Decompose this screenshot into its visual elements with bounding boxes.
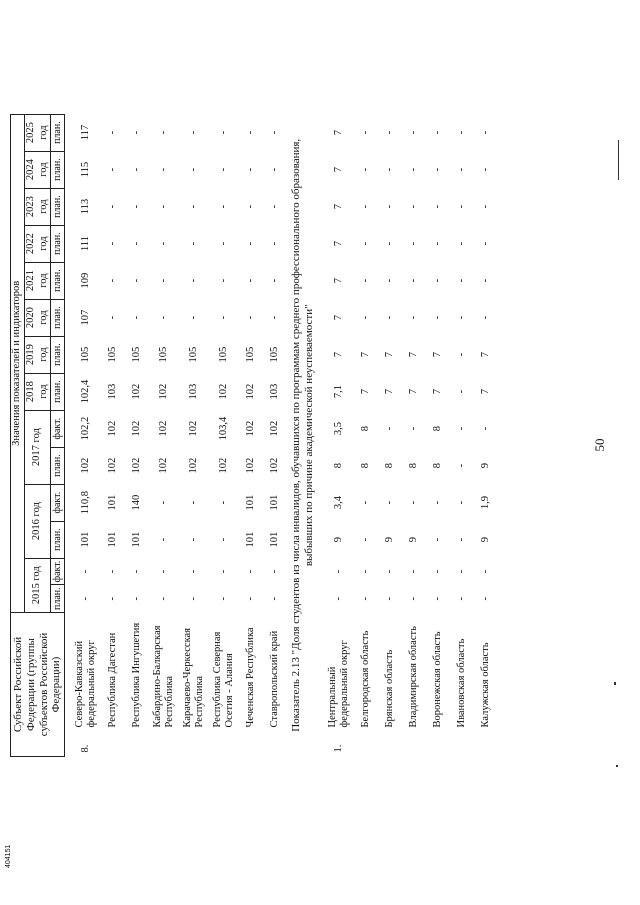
value-cell: - xyxy=(456,278,468,283)
year-header: 2025 год xyxy=(25,114,51,151)
value-cell: - xyxy=(244,204,256,209)
value-cell: - xyxy=(360,569,372,574)
subject-name: Кабардино-Балкарская Республика xyxy=(151,625,175,728)
value-cell: - xyxy=(480,278,492,283)
row-number xyxy=(101,731,125,757)
value-cell: - xyxy=(244,596,256,601)
value-cell: - xyxy=(456,569,468,574)
table-header xyxy=(11,114,65,756)
value-cell: - xyxy=(130,204,142,209)
fact-header: факт. xyxy=(51,484,65,521)
row-number xyxy=(149,731,179,757)
value-cell: - xyxy=(456,463,468,468)
value-cell: - xyxy=(106,167,118,172)
value-cell: - xyxy=(432,241,444,246)
value-cell: - xyxy=(187,241,199,246)
value-cell: 109 xyxy=(79,272,91,289)
plan-header: план. xyxy=(51,521,65,558)
subject-name: Владимирская область xyxy=(408,626,420,728)
value-cell: 7 xyxy=(360,388,372,395)
value-cell: - xyxy=(480,315,492,320)
value-cell: - xyxy=(432,315,444,320)
table-row xyxy=(125,114,149,756)
year-header: 2017 год xyxy=(25,410,51,484)
subject-name: Воронежская область xyxy=(432,631,444,728)
value-cell: - xyxy=(217,241,229,246)
table-row xyxy=(101,114,125,756)
value-cell: 102 xyxy=(130,383,142,400)
value-cell: 105 xyxy=(268,346,280,363)
table-row xyxy=(402,114,426,756)
year-header: 2020 год xyxy=(25,299,51,336)
table-row xyxy=(149,114,179,756)
year-header: 2023 год xyxy=(25,188,51,225)
value-cell: - xyxy=(360,537,372,542)
value-cell: - xyxy=(187,315,199,320)
value-cell: - xyxy=(187,569,199,574)
value-cell: - xyxy=(384,596,396,601)
value-cell: - xyxy=(130,596,142,601)
fact-header: факт. xyxy=(51,410,65,447)
value-cell: - xyxy=(106,241,118,246)
value-cell: 102 xyxy=(187,457,199,474)
value-cell: 101 xyxy=(106,531,118,548)
subject-name: Северо-Кавказский федеральный округ xyxy=(73,640,97,728)
value-cell: - xyxy=(408,241,420,246)
subject-name: Центральный федеральный округ xyxy=(327,640,351,728)
value-cell: 101 xyxy=(106,494,118,511)
value-cell: - xyxy=(408,596,420,601)
value-cell: 102 xyxy=(244,383,256,400)
value-cell: - xyxy=(217,130,229,135)
value-cell: 3,5 xyxy=(333,422,345,436)
plan-header: план. xyxy=(51,585,65,613)
value-cell: - xyxy=(456,204,468,209)
value-cell: - xyxy=(456,241,468,246)
value-cell: - xyxy=(384,130,396,135)
value-cell: - xyxy=(157,204,169,209)
value-cell: - xyxy=(480,596,492,601)
value-cell: 105 xyxy=(79,346,91,363)
value-cell: - xyxy=(187,537,199,542)
plan-header: план. xyxy=(51,225,65,262)
table-row xyxy=(65,114,102,756)
value-cell: - xyxy=(217,569,229,574)
value-cell: 7 xyxy=(480,351,492,358)
value-cell: 102 xyxy=(187,420,199,437)
subject-column-header: Субъект Российской Федерации (группы субъектов Российской Федерации) xyxy=(11,613,65,757)
row-number xyxy=(378,731,402,757)
subject-name: Ставропольский край xyxy=(268,630,280,728)
value-cell: 102 xyxy=(157,383,169,400)
subject-name: Республика Ингушетия xyxy=(130,622,142,728)
value-cell: 113 xyxy=(79,198,91,215)
value-cell: - xyxy=(244,167,256,172)
value-cell: 7 xyxy=(408,351,420,358)
value-cell: - xyxy=(360,204,372,209)
value-cell: - xyxy=(360,596,372,601)
value-cell: - xyxy=(187,596,199,601)
row-number xyxy=(354,731,378,757)
table-row xyxy=(263,114,287,756)
value-cell: 102 xyxy=(217,383,229,400)
indicator-table xyxy=(10,114,498,757)
plan-header: план. xyxy=(51,299,65,336)
value-cell: - xyxy=(384,278,396,283)
value-cell: - xyxy=(244,130,256,135)
value-cell: - xyxy=(130,167,142,172)
plan-header: план. xyxy=(51,151,65,188)
value-cell: 7 xyxy=(384,351,396,358)
value-cell: - xyxy=(157,537,169,542)
value-cell: 140 xyxy=(130,494,142,511)
value-cell: - xyxy=(244,315,256,320)
fact-header: факт. xyxy=(51,558,65,585)
value-cell: - xyxy=(268,241,280,246)
value-cell: - xyxy=(432,167,444,172)
value-cell: - xyxy=(268,596,280,601)
table-row xyxy=(179,114,209,756)
year-header: 2015 год xyxy=(25,558,51,612)
value-cell: - xyxy=(244,569,256,574)
page-number: 50 xyxy=(592,438,607,452)
value-cell: - xyxy=(130,315,142,320)
value-cell: - xyxy=(106,130,118,135)
value-cell: 103,4 xyxy=(217,416,229,441)
value-cell: 7 xyxy=(333,314,345,321)
value-cell: 102 xyxy=(79,457,91,474)
value-cell: - xyxy=(130,569,142,574)
table-row xyxy=(450,114,474,756)
subject-name: Республика Дагестан xyxy=(106,632,118,728)
value-cell: - xyxy=(187,204,199,209)
value-cell: - xyxy=(384,315,396,320)
value-cell: - xyxy=(432,569,444,574)
plan-header: план. xyxy=(51,114,65,151)
value-cell: - xyxy=(360,315,372,320)
value-cell: - xyxy=(217,167,229,172)
value-cell: - xyxy=(360,241,372,246)
value-cell: - xyxy=(157,569,169,574)
value-cell: - xyxy=(432,204,444,209)
row-number xyxy=(402,731,426,757)
value-cell: - xyxy=(217,500,229,505)
value-cell: 105 xyxy=(130,346,142,363)
value-cell: 7 xyxy=(432,351,444,358)
value-cell: 103 xyxy=(268,383,280,400)
value-cell: - xyxy=(187,500,199,505)
year-header: 2016 год xyxy=(25,484,51,558)
value-cell: 7 xyxy=(360,351,372,358)
value-cell: - xyxy=(456,500,468,505)
value-cell: - xyxy=(480,569,492,574)
value-cell: - xyxy=(408,130,420,135)
value-cell: 9 xyxy=(480,462,492,469)
value-cell: - xyxy=(79,569,91,574)
value-cell: 101 xyxy=(268,531,280,548)
value-cell: - xyxy=(157,167,169,172)
value-cell: 110,8 xyxy=(79,490,91,515)
value-cell: 7 xyxy=(333,351,345,358)
value-cell: - xyxy=(268,167,280,172)
value-cell: - xyxy=(79,596,91,601)
value-cell: 101 xyxy=(244,531,256,548)
table-body-indicator-prev xyxy=(65,114,288,756)
value-cell: - xyxy=(456,596,468,601)
value-cell: - xyxy=(157,241,169,246)
value-cell: 7 xyxy=(384,388,396,395)
row-number: 1. xyxy=(333,744,345,753)
value-cell: 105 xyxy=(106,346,118,363)
value-cell: 8 xyxy=(432,462,444,469)
value-cell: 102 xyxy=(130,420,142,437)
value-cell: - xyxy=(384,204,396,209)
value-cell: - xyxy=(456,426,468,431)
value-cell: 102 xyxy=(244,457,256,474)
value-cell: - xyxy=(244,241,256,246)
table-row xyxy=(378,114,402,756)
value-cell: - xyxy=(106,596,118,601)
value-cell: 102 xyxy=(217,457,229,474)
value-cell: - xyxy=(268,315,280,320)
year-header: 2018 год xyxy=(25,373,51,410)
value-cell: - xyxy=(217,537,229,542)
subject-name: Чеченская Республика xyxy=(244,627,256,728)
value-cell: 8 xyxy=(360,425,372,432)
plan-header: план. xyxy=(51,447,65,484)
year-header: 2021 год xyxy=(25,262,51,299)
value-cell: - xyxy=(187,167,199,172)
value-cell: 3,4 xyxy=(333,496,345,510)
value-cell: - xyxy=(384,241,396,246)
value-cell: - xyxy=(384,426,396,431)
value-cell: - xyxy=(480,130,492,135)
indicator-title xyxy=(287,114,318,756)
value-cell: 7 xyxy=(333,240,345,247)
value-cell: 102 xyxy=(157,420,169,437)
value-cell: - xyxy=(384,500,396,505)
table-row xyxy=(426,114,450,756)
value-cell: 1,9 xyxy=(480,496,492,510)
value-cell: 102,4 xyxy=(79,379,91,404)
value-cell: - xyxy=(217,596,229,601)
row-number xyxy=(426,731,450,757)
value-cell: - xyxy=(157,500,169,505)
value-cell: - xyxy=(480,204,492,209)
value-cell: 103 xyxy=(106,383,118,400)
value-cell: - xyxy=(268,278,280,283)
value-cell: 8 xyxy=(384,462,396,469)
value-cell: 102 xyxy=(244,420,256,437)
value-cell: - xyxy=(244,278,256,283)
plan-header: план. xyxy=(51,336,65,373)
table-row xyxy=(474,114,498,756)
value-cell: - xyxy=(408,500,420,505)
subject-name: Карачаево-Черкесская Республика xyxy=(181,628,205,728)
value-cell: 102 xyxy=(268,420,280,437)
indicator-title-line-1: Показатель 2.13 "Доля студентов из числа инвалидов, обучавшихся по программам среднего профессионального образования, xyxy=(290,138,302,732)
value-cell: - xyxy=(217,315,229,320)
value-cell: - xyxy=(360,278,372,283)
row-number xyxy=(263,731,287,757)
table-row xyxy=(239,114,263,756)
value-cell: - xyxy=(360,167,372,172)
value-cell: - xyxy=(157,278,169,283)
value-cell: - xyxy=(106,315,118,320)
value-cell: 115 xyxy=(79,161,91,178)
value-cell: 7 xyxy=(432,388,444,395)
value-cell: - xyxy=(130,278,142,283)
value-cell: 105 xyxy=(217,346,229,363)
value-cell: 107 xyxy=(79,309,91,326)
year-header: 2024 год xyxy=(25,151,51,188)
year-header: 2019 год xyxy=(25,336,51,373)
row-number xyxy=(179,731,209,757)
value-cell: - xyxy=(106,204,118,209)
indicators-group-header: Значения показателей и индикаторов xyxy=(11,114,25,612)
value-cell: - xyxy=(187,130,199,135)
value-cell: 8 xyxy=(333,462,345,469)
table-row xyxy=(209,114,239,756)
value-cell: 8 xyxy=(408,462,420,469)
subject-name: Калужская область xyxy=(480,642,492,728)
row-number xyxy=(239,731,263,757)
value-cell: - xyxy=(384,569,396,574)
value-cell: - xyxy=(456,389,468,394)
value-cell: - xyxy=(217,204,229,209)
value-cell: 8 xyxy=(432,425,444,432)
value-cell: 7 xyxy=(333,166,345,173)
value-cell: 102 xyxy=(106,420,118,437)
value-cell: 9 xyxy=(384,536,396,543)
value-cell: - xyxy=(432,500,444,505)
table-body-indicator-213 xyxy=(318,114,498,756)
value-cell: - xyxy=(408,278,420,283)
value-cell: 8 xyxy=(360,462,372,469)
value-cell: 7,1 xyxy=(333,385,345,399)
year-header: 2022 год xyxy=(25,225,51,262)
value-cell: 102 xyxy=(157,457,169,474)
value-cell: - xyxy=(456,130,468,135)
row-number xyxy=(450,731,474,757)
value-cell: - xyxy=(333,569,345,574)
value-cell: - xyxy=(408,167,420,172)
value-cell: - xyxy=(268,130,280,135)
value-cell: - xyxy=(157,315,169,320)
scan-id: 404151 xyxy=(5,844,12,868)
value-cell: - xyxy=(408,315,420,320)
row-number: 8. xyxy=(79,744,91,753)
value-cell: 9 xyxy=(408,536,420,543)
value-cell: 7 xyxy=(408,388,420,395)
plan-header: план. xyxy=(51,373,65,410)
value-cell: - xyxy=(456,167,468,172)
indicator-title-line-2: выбывших по причине академической неуспеваемости" xyxy=(302,304,315,567)
value-cell: - xyxy=(130,130,142,135)
subject-name: Ивановская область xyxy=(456,638,468,728)
value-cell: 105 xyxy=(157,346,169,363)
value-cell: - xyxy=(360,500,372,505)
row-number xyxy=(209,731,239,757)
value-cell: 7 xyxy=(333,129,345,136)
value-cell: 111 xyxy=(79,236,91,252)
value-cell: 105 xyxy=(244,346,256,363)
value-cell: - xyxy=(432,130,444,135)
value-cell: 7 xyxy=(480,388,492,395)
subject-name: Белгородская область xyxy=(360,630,372,728)
value-cell: - xyxy=(480,426,492,431)
table-row xyxy=(354,114,378,756)
value-cell: 101 xyxy=(244,494,256,511)
value-cell: - xyxy=(408,426,420,431)
value-cell: - xyxy=(130,241,142,246)
subject-name: Брянская область xyxy=(384,649,396,728)
value-cell: 101 xyxy=(130,531,142,548)
row-number xyxy=(125,731,149,757)
value-cell: - xyxy=(106,569,118,574)
value-cell: - xyxy=(408,204,420,209)
value-cell: 101 xyxy=(79,531,91,548)
value-cell: - xyxy=(456,352,468,357)
value-cell: - xyxy=(106,278,118,283)
value-cell: - xyxy=(268,204,280,209)
value-cell: 102 xyxy=(130,457,142,474)
table-row xyxy=(318,114,354,756)
value-cell: - xyxy=(480,167,492,172)
value-cell: - xyxy=(432,278,444,283)
value-cell: 7 xyxy=(333,203,345,210)
value-cell: 9 xyxy=(333,536,345,543)
value-cell: - xyxy=(217,278,229,283)
indicator-title-section xyxy=(287,114,318,756)
value-cell: - xyxy=(360,130,372,135)
value-cell: 102,2 xyxy=(79,416,91,441)
value-cell: - xyxy=(268,569,280,574)
value-cell: - xyxy=(432,596,444,601)
value-cell: - xyxy=(384,167,396,172)
value-cell: 101 xyxy=(268,494,280,511)
value-cell: - xyxy=(480,241,492,246)
plan-header: план. xyxy=(51,188,65,225)
subject-name: Республика Северная Осетия - Алания xyxy=(211,631,235,728)
plan-header: план. xyxy=(51,262,65,299)
value-cell: 103 xyxy=(187,383,199,400)
value-cell: 117 xyxy=(79,124,91,141)
value-cell: 102 xyxy=(106,457,118,474)
value-cell: - xyxy=(432,537,444,542)
value-cell: - xyxy=(456,315,468,320)
row-number xyxy=(474,731,498,757)
value-cell: 9 xyxy=(480,536,492,543)
value-cell: 7 xyxy=(333,277,345,284)
value-cell: - xyxy=(157,596,169,601)
value-cell: 105 xyxy=(187,346,199,363)
value-cell: - xyxy=(333,596,345,601)
value-cell: - xyxy=(187,278,199,283)
value-cell: 102 xyxy=(268,457,280,474)
value-cell: - xyxy=(456,537,468,542)
value-cell: - xyxy=(408,569,420,574)
value-cell: - xyxy=(157,130,169,135)
